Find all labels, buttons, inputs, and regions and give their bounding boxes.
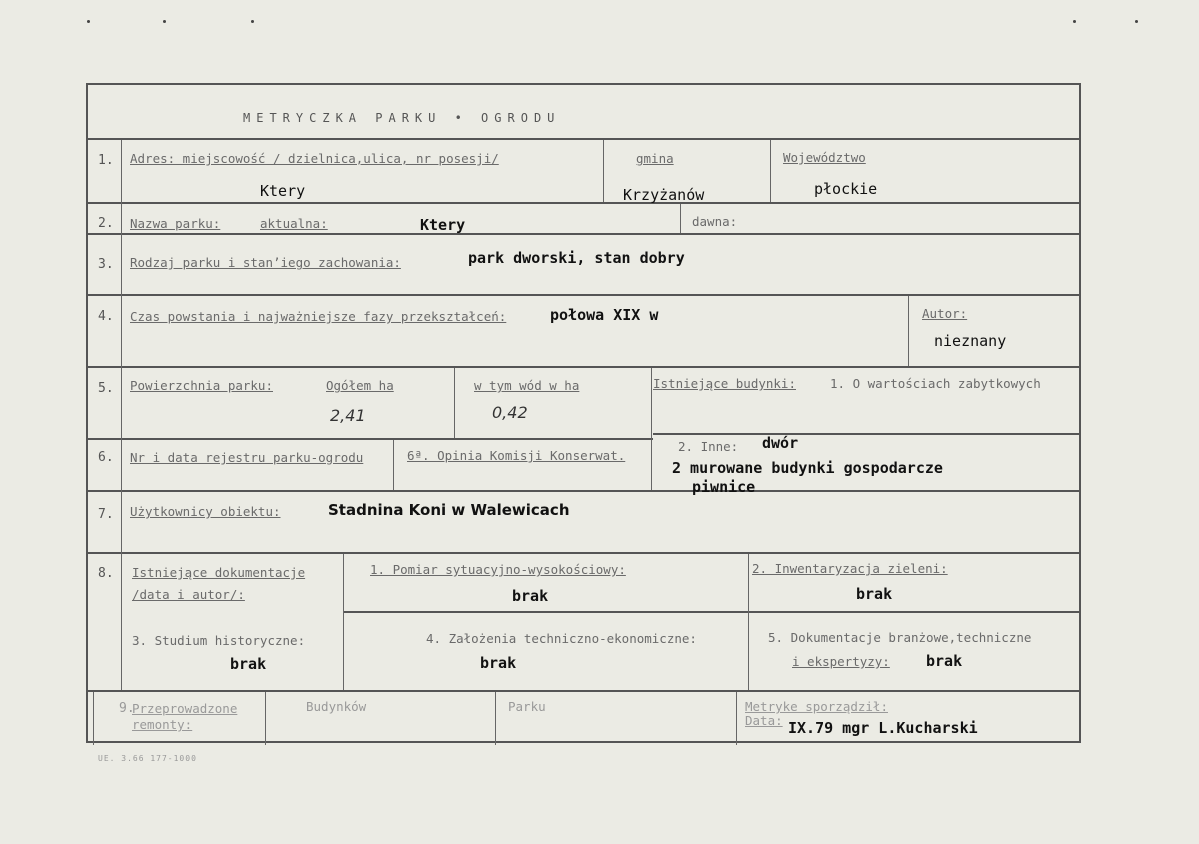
total-area-value: 2,41 [330, 406, 366, 425]
rule [908, 296, 909, 366]
row-number: 9. [119, 701, 135, 716]
rule [343, 611, 1079, 613]
park-repairs-label: Parku [508, 699, 546, 714]
scan-speck [1073, 20, 1076, 23]
rule [121, 140, 122, 690]
rule [88, 202, 1079, 204]
date-label: Data: [745, 713, 783, 728]
other-buildings-label: 2. Inne: [678, 439, 739, 454]
docs-label: /data i autor/: [132, 587, 245, 602]
current-name-label: aktualna: [260, 216, 328, 231]
tech-label: 4. Założenia techniczno-ekonomiczne: [426, 631, 697, 646]
other-buildings-value: 2 murowane budynki gospodarcze [672, 459, 943, 477]
gmina-value: Krzyżanów [623, 186, 705, 204]
park-name-label: Nazwa parku: [130, 216, 221, 231]
survey-label: 1. Pomiar sytuacyjno-wysokościowy: [370, 562, 626, 577]
author-value: nieznany [934, 332, 1007, 350]
voivodeship-label: Województwo [783, 150, 866, 165]
users-value: Stadnina Koni w Walewicach [328, 501, 570, 519]
rule [393, 440, 394, 490]
rule [88, 294, 1079, 296]
inventory-label: 2. Inwentaryzacja zieleni: [752, 561, 948, 576]
history-value: brak [230, 655, 267, 673]
scan-speck [163, 20, 166, 23]
park-type-value: park dworski, stan dobry [468, 249, 685, 267]
rule [454, 368, 455, 438]
rule [88, 233, 1079, 235]
water-area-value: 0,42 [492, 403, 528, 422]
users-label: Użytkownicy obiektu: [130, 504, 281, 519]
rule [88, 438, 653, 440]
rule [88, 366, 1079, 368]
scan-speck [251, 20, 254, 23]
scan-speck [87, 20, 90, 23]
opinion-label: 6ª. Opinia Komisji Konserwat. [407, 448, 626, 463]
other-buildings-value: dwór [762, 434, 799, 452]
origin-label: Czas powstania i najważniejsze fazy przekształceń: [130, 309, 507, 324]
rule [88, 690, 1079, 692]
author-label: Autor: [922, 306, 968, 321]
prepared-by-label: Metryke sporządził: [745, 699, 888, 714]
other-buildings-value: piwnice [692, 478, 756, 496]
branch-docs-label: i ekspertyzy: [792, 654, 890, 669]
date-value: IX.79 mgr L.Kucharski [788, 719, 978, 737]
row-number: 5. [98, 381, 114, 396]
branch-docs-label: 5. Dokumentacje branżowe,techniczne [768, 630, 1032, 645]
rule [748, 554, 749, 690]
buildings-repairs-label: Budynków [306, 699, 367, 714]
row-number: 2. [98, 216, 114, 231]
rule [680, 204, 681, 233]
register-label: Nr i data rejestru parku-ogrodu [130, 450, 364, 465]
rule [93, 692, 94, 745]
repairs-label: Przeprowadzone [132, 701, 238, 716]
water-area-label: w tym wód w ha [474, 378, 580, 393]
gmina-label: gmina [636, 151, 674, 166]
rule [770, 140, 771, 202]
scan-speck [1135, 20, 1138, 23]
voivodeship-value: płockie [814, 180, 878, 198]
existing-buildings-label: Istniejące budynki: [653, 376, 796, 391]
address-label: Adres: miejscowość / dzielnica,ulica, nr posesji/ [130, 151, 499, 166]
row-number: 4. [98, 309, 114, 324]
rule [88, 138, 1079, 140]
rule [343, 554, 344, 690]
origin-value: połowa XIX w [550, 306, 659, 324]
branch-docs-value: brak [926, 652, 963, 670]
row-number: 6. [98, 450, 114, 465]
history-label: 3. Studium historyczne: [132, 633, 306, 648]
rule [495, 692, 496, 745]
heritage-buildings-label: 1. O wartościach zabytkowych [830, 376, 1041, 391]
form-title: METRYCZKA PARKU • OGRODU [243, 111, 561, 125]
park-type-label: Rodzaj parku i stan’iego zachowania: [130, 255, 401, 270]
row-number: 7. [98, 507, 114, 522]
row-number: 1. [98, 153, 114, 168]
rule [603, 140, 604, 202]
area-label: Powierzchnia parku: [130, 378, 273, 393]
park-record-card [86, 83, 1081, 743]
tech-value: brak [480, 654, 517, 672]
survey-value: brak [512, 587, 549, 605]
inventory-value: brak [856, 585, 893, 603]
docs-label: Istniejące dokumentacje [132, 565, 306, 580]
rule [265, 692, 266, 745]
total-area-label: Ogółem ha [326, 378, 394, 393]
rule [736, 692, 737, 745]
rule [653, 433, 1079, 435]
row-number: 8. [98, 566, 114, 581]
rule [88, 490, 1079, 492]
address-value: Ktery [260, 182, 306, 200]
current-name-value: Ktery [420, 216, 466, 234]
former-name-label: dawna: [692, 214, 738, 229]
rule [88, 552, 1079, 554]
row-number: 3. [98, 257, 114, 272]
repairs-label: remonty: [132, 717, 193, 732]
rule [651, 368, 652, 490]
print-imprint: UE. 3.66 177-1000 [98, 754, 197, 763]
